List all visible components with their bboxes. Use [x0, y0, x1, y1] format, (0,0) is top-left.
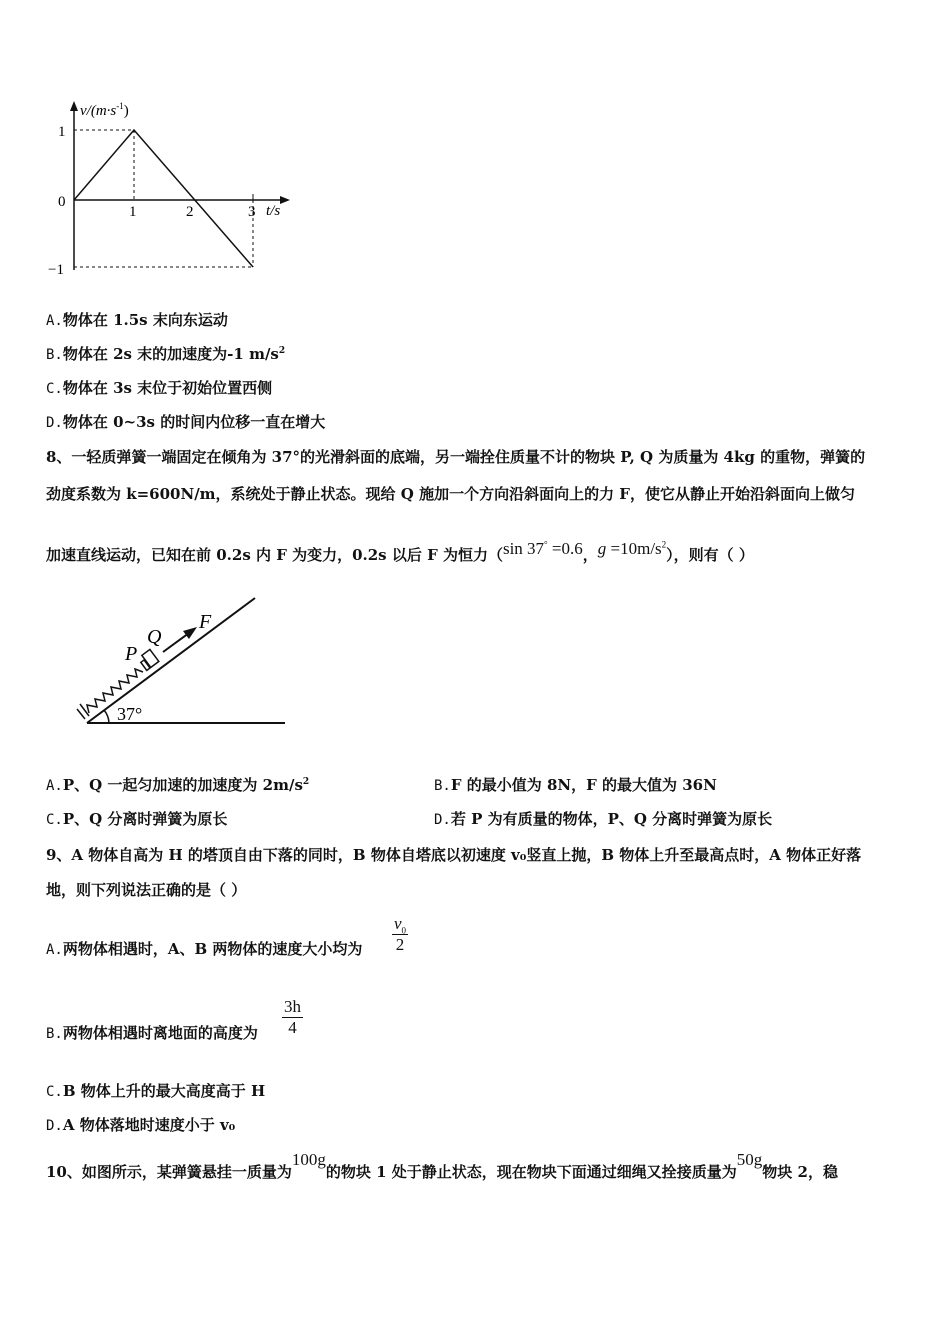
x-tick-1: 1: [129, 204, 137, 220]
label-p: P: [125, 643, 138, 665]
x-tick-2: 2: [186, 204, 194, 220]
q9-stem-line1: 9、A 物体自高为 H 的塔顶自由下落的同时，B 物体自塔底以初速度 v₀竖直上抛，B 物体上升至最高点时，A 物体正好落: [46, 846, 862, 864]
q9-option-b-fraction: 3h 4: [284, 997, 301, 1037]
q7-option-d: D.物体在 0~3s 的时间内位移一直在增大: [46, 413, 326, 431]
q8-option-d: D.若 P 为有质量的物体，P、Q 分离时弹簧为原长: [434, 810, 773, 828]
q8-stem-line1: 8、一轻质弹簧一端固定在倾角为 37°的光滑斜面的底端，另一端拴住质量不计的物块 P, Q 为质量为 4kg 的重物，弹簧的: [46, 448, 866, 466]
y-tick-0: 0: [58, 194, 66, 210]
q9-option-d: D.A 物体落地时速度小于 v₀: [46, 1116, 236, 1134]
q9-option-a: A.两物体相遇时，A、B 两物体的速度大小均为: [46, 940, 363, 958]
q8-option-b: B.F 的最小值为 8N，F 的最大值为 36N: [434, 776, 717, 794]
q9-option-b: B.两物体相遇时离地面的高度为: [46, 1024, 258, 1042]
label-f: F: [199, 611, 212, 633]
q7-option-c: C.物体在 3s 末位于初始位置西侧: [46, 379, 273, 397]
q8-option-a: A.P、Q 一起匀加速的加速度为 $2m/s^2$: [46, 776, 310, 794]
q7-option-b: B.物体在 2s 末的加速度为-1 $m/s^2$: [46, 345, 286, 363]
label-q: Q: [147, 626, 162, 648]
q8-stem-line3: 加速直线运动，已知在前 0.2s 内 F 为变力，0.2s 以后 F 为恒力（sin 37° =0.6，$g =10m/s^2$），则有（ ）: [46, 539, 754, 564]
q10-stem-line1: 10、如图所示，某弹簧悬挂一质量为100g的物块 1 处于静止状态，现在物块下面通过细绳又拴接质量为50g物块 2，稳: [46, 1150, 838, 1181]
incline-surface: [87, 598, 255, 723]
q7-option-a: A.物体在 1.5s 末向东运动: [46, 311, 228, 329]
incline-spring-figure: [65, 590, 305, 740]
x-tick-3: 3: [248, 204, 256, 220]
t-axis-label: t/s: [266, 203, 281, 219]
v-axis-arrow: [70, 101, 78, 111]
label-angle: 37°: [117, 704, 143, 724]
velocity-time-graph: [40, 95, 340, 295]
force-arrow-head: [183, 627, 197, 639]
q8-option-c: C.P、Q 分离时弹簧为原长: [46, 810, 228, 828]
q8-stem-line2: 劲度系数为 k=600N/m，系统处于静止状态。现给 Q 施加一个方向沿斜面向上的力 F，使它从静止开始沿斜面向上做匀: [46, 485, 855, 503]
q9-option-a-fraction: $v_0$ 2: [394, 914, 407, 954]
y-tick-neg1: −1: [48, 262, 64, 278]
angle-arc: [104, 710, 109, 723]
t-axis-arrow: [280, 196, 290, 204]
v-axis-label: $v/(m\cdot s^{-1})$: [80, 101, 129, 119]
y-tick-1: 1: [58, 124, 66, 140]
q9-option-c: C.B 物体上升的最大高度高于 H: [46, 1082, 266, 1100]
q9-stem-line2: 地，则下列说法正确的是（ ）: [46, 881, 247, 899]
velocity-line: [74, 130, 253, 267]
